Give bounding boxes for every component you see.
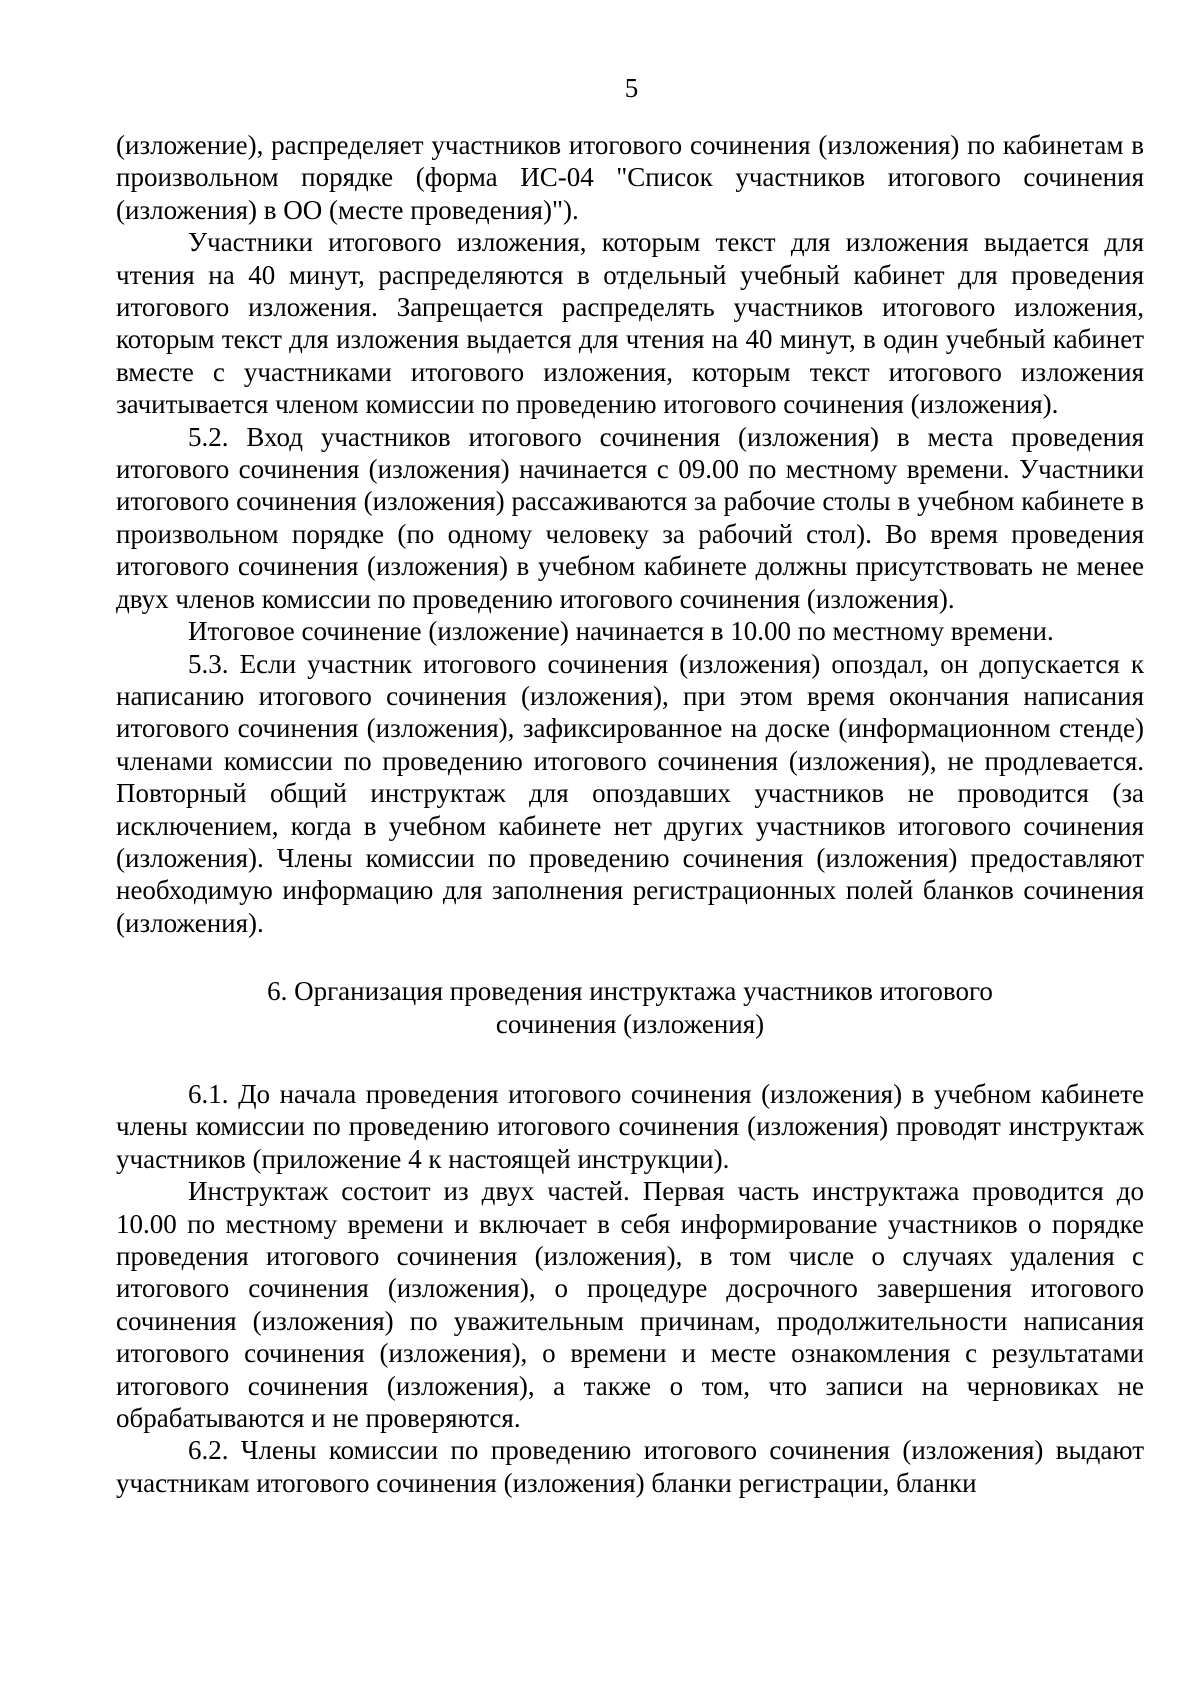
paragraph-instruction-parts: Инструктаж состоит из двух частей. Первая часть инструктажа проводится до 10.00 по местному времени и включает в себя информирование участников о порядке проведения итогового сочинения (изложения), в том числе о случаях удаления с итогового сочинения (изложения), о процедуре досрочного завершения итогового сочинения (изложения) по уважительным причинам, продолжительности написания итогового сочинения (изложения), о времени и месте ознакомления с результатами итогового сочинения (изложения), а также о том, что записи на черновиках не обрабатываются и не проверяются. [116,1176,1144,1434]
section-heading-6 [116,975,1144,1040]
paragraph-5-2: 5.2. Вход участников итогового сочинения (изложения) в места проведения итогового сочинения (изложения) начинается с 09.00 по местному времени. Участники итогового сочинения (изложения) рассаживаются за рабочие столы в учебном кабинете в произвольном порядке (по одному человеку за рабочий стол). Во время проведения итогового сочинения (изложения) в учебном кабинете должны присутствовать не менее двух членов комиссии по проведению итогового сочинения (изложения). [116,421,1144,614]
section-heading-line-2: сочинения (изложения) [495,1008,765,1039]
document-body [116,129,1144,1499]
paragraph-6-2: 6.2. Члены комиссии по проведению итогового сочинения (изложения) выдают участникам итогового сочинения (изложения) бланки регистрации, бланки [116,1435,1144,1498]
paragraph-6-1: 6.1. До начала проведения итогового сочинения (изложения) в учебном кабинете члены комиссии по проведению итогового сочинения (изложения) проводят инструктаж участников (приложение 4 к настоящей инструкции). [116,1078,1144,1174]
paragraph-5-3: 5.3. Если участник итогового сочинения (изложения) опоздал, он допускается к написанию итогового сочинения (изложения), при этом время окончания написания итогового сочинения (изложения), зафиксированное на доске (информационном стенде) членами комиссии по проведению итогового сочинения (изложения), не продлевается. Повторный общий инструктаж для опоздавших участников не проводится (за исключением, когда в учебном кабинете нет других участников итогового сочинения (изложения). Члены комиссии по проведению сочинения (изложения) предоставляют необходимую информацию для заполнения регистрационных полей бланков сочинения (изложения). [116,648,1144,938]
paragraph-continuation: (изложение), распределяет участников итогового сочинения (изложения) по кабинетам в произвольном порядке (форма ИС-04 "Список участников итогового сочинения (изложения) в ОО (месте проведения)"). [116,130,1144,225]
page-number: 5 [624,73,639,103]
paragraph-40-minutes-rule: Участники итогового изложения, которым текст для изложения выдается для чтения на 40 минут, распределяются в отдельный учебный кабинет для проведения итогового изложения. Запрещается распределять участников итогового изложения, которым текст для изложения выдается для чтения на 40 минут, в один учебный кабинет вместе с участниками итогового изложения, которым текст итогового изложения зачитывается членом комиссии по проведению итогового сочинения (изложения). [116,227,1144,420]
section-heading-line-1: 6. Организация проведения инструктажа участников итогового [267,976,993,1007]
paragraph-start-time: Итоговое сочинение (изложение) начинается в 10.00 по местному времени. [188,616,1054,647]
